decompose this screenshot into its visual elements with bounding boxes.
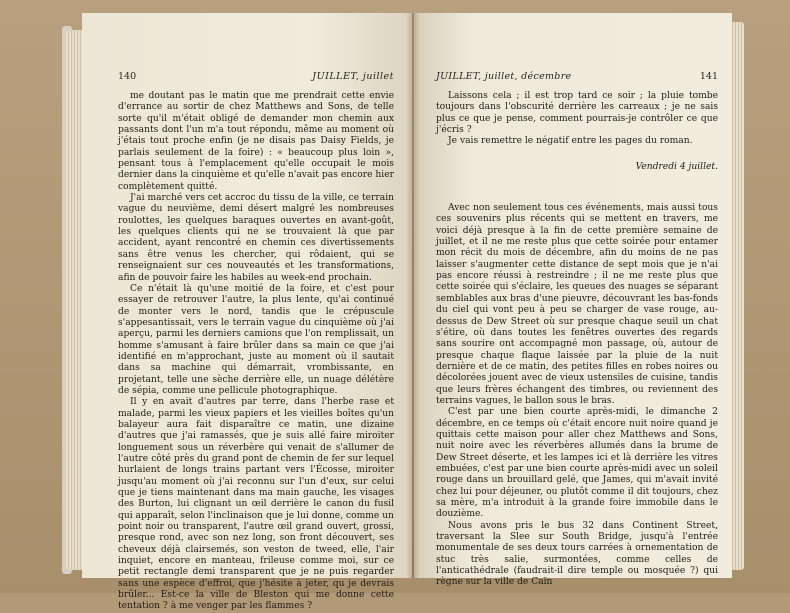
book-gutter	[406, 13, 420, 578]
right-page-stack	[730, 22, 744, 570]
left-page-number: 140	[118, 71, 137, 82]
paragraph: C'est par une bien courte après-midi, le dimanche 2 décembre, en ce temps où c'était encore nuit noire quand je quittais cette maison pour aller chez Matthews and Sons, nuit noire avec les réverbères allumés dans la brume de Dew Street déserte, et les lampes ici et là derrière les vitres embuées, c'est par une bien courte après-midi avec un soleil rouge dans un brouillard gelé, que James, qui m'avait invité chez lui pour déjeuner, ou plutôt comme il dit toujours, chez sa mère, m'a introduit à la grande foire immobile dans le douzième.	[436, 407, 718, 520]
paragraph: Ce n'était là qu'une moitié de la foire, et c'est pour essayer de retrouver l'autre, la plus lente, qu'ai continué de monter vers le nord, tandis que le crépuscule s'appesantissait, vers le terrain vague du cinquième où j'ai aperçu, parmi les derniers camions que l'on remplissait, un homme s'amusant à faire brûler dans sa main ce que j'ai identifié en m'approchant, juste au moment où il sautait dans sa machine qui démarrait, vrombissante, en projetant, telle une sèche derrière elle, un nuage délétère de sépia, comme une pellicule photographique.	[118, 283, 394, 396]
paragraph: J'ai marché vers cet accroc du tissu de la ville, ce terrain vague du neuvième, demi désert malgré les nombreuses roulottes, les quelques baraques ouvertes en avant-goût, les quelques clients qui ne se trouvaient là que par accident, ayant rencontré en chemin ces divertissements sans être venus les chercher, qui rôdaient, qui se renseignaient sur ces nouveautés et les transformations, afin de pouvoir faire les habiles au week-end prochain.	[118, 193, 394, 283]
left-page-text	[118, 91, 394, 613]
paragraph: Nous avons pris le bus 32 dans Continent Street, traversant la Slee sur South Bridge, jusqu'à l'entrée monumentale de ses deux tours carrées à ornementation de stuc très salie, surmontées, comme celles de l'anticathédrale (faudrait-il dire temple ou mosquée ?) qui règne sur la ville de Caïn	[436, 520, 718, 588]
right-running-head: JUILLET, juillet, décembre	[436, 71, 572, 82]
right-page	[414, 13, 732, 588]
paragraph: me doutant pas le matin que me prendrait cette envie d'errance au sortir de chez Matthews and Sons, de telle sorte qu'il m'était obligé de demander mon chemin aux passants dont l'un m'a tout répondu, même au moment où j'étais tout proche enfin (je ne disais pas Daisy Fields, je parlais seulement de la foire) : « beaucoup plus loin », pensant tous à l'emplacement qu'elle occupait le mois dernier dans la cinquième et qu'elle n'avait pas encore hier complètement quitté.	[118, 91, 394, 192]
left-running-head: JUILLET, juillet	[312, 71, 394, 82]
paragraph: Il y en avait d'autres par terre, dans l'herbe rase et malade, parmi les vieux papiers et les vieilles boîtes qu'un balayeur aura fait disparaître ce matin, une dizaine d'autres que j'ai ramassés, que je suis allé faire miroiter longuement sous un réverbère qui venait de s'allumer de l'autre côté près du grand pont de chemin de fer sur lequel hurlaient de longs trains partant vers l'Écosse, miroiter jusqu'au moment où j'ai reconnu sur l'un d'eux, sur celui que je tiens maintenant dans ma main gauche, les visages des Burton, lui clignant un œil derrière le canon du fusil qui apparaît, selon l'inclinaison que je lui donne, comme un point noir ou transparent, l'autre œil grand ouvert, grossi, presque rond, avec son nez long, son front découvert, ses cheveux déjà clairsemés, son veston de tweed, elle, l'air inquiet, encore en manteau, frileuse comme moi, sur ce petit rectangle demi transparent que je ne puis regarder sans une espèce d'effroi, que j'hésite à jeter, qu je devrais brûler... Est-ce la ville de Bleston qui me donne cette tentation ? à me venger par les flammes ?	[118, 397, 394, 612]
date-heading: Vendredi 4 juillet.	[635, 161, 718, 172]
right-page-text	[436, 91, 718, 589]
paragraph: Avec non seulement tous ces événements, mais aussi tous ces souvenirs plus récents qui se mettent en travers, me voici déjà presque à la fin de cette première semaine de juillet, et il ne me reste plus que cette soirée pour entamer mon récit du mois de décembre, afin du moins de ne pas laisser s'augmenter cette distance de sept mois que je n'ai pas encore réussi à restreindre ; il ne me reste plus que cette soirée qui s'éclaire, les queues des nuages se séparant semblables aux bras d'une pieuvre, découvrant les bas-fonds du ciel qui vont peu à peu se charger de vase rouge, au-dessus de Dew Street où sur presque chaque seuil un chat s'étire, où dans toutes les fenêtres ouvertes des regards sans sourire ont accompagné mon passage, où, autour de presque chaque flaque laissée par la pluie de la nuit dernière et de ce matin, des petites filles en robes noires ou décolorées jouent avec de vieux ustensiles de cuisine, tandis que leurs frères échangent des timbres, ou reviennent des terrains vagues, le ballon sous le bras.	[436, 203, 718, 406]
open-book	[62, 8, 747, 612]
paragraph: Je vais remettre le négatif entre les pages du roman.	[448, 136, 693, 147]
left-page	[82, 13, 412, 612]
paragraph: Laissons cela ; il est trop tard ce soir ; la pluie tombe toujours dans l'obscurité derrière les carreaux ; je ne sais plus ce que je pense, comment pourrais-je contrôler ce que j'écris ?	[436, 91, 718, 136]
right-page-number: 141	[699, 71, 718, 82]
